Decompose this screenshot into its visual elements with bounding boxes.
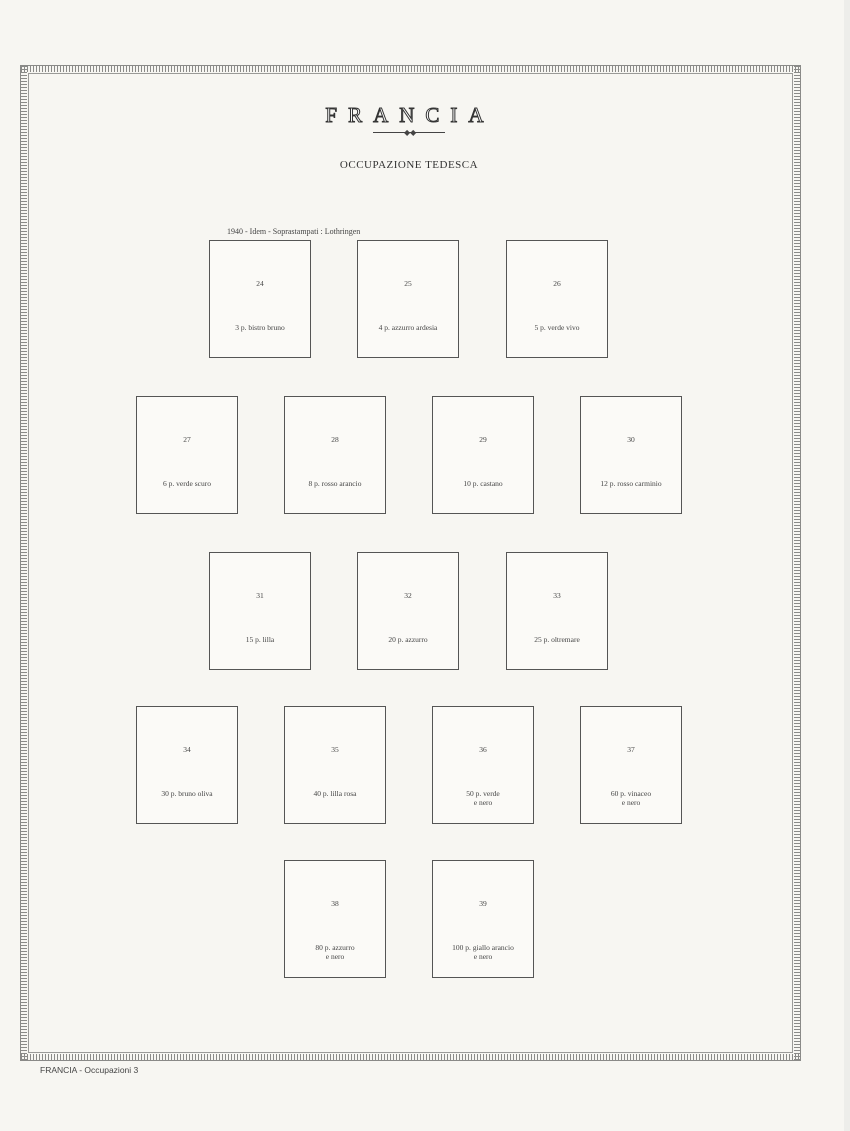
stamp-number: 35 [331, 745, 339, 754]
stamp-number: 32 [404, 591, 412, 600]
set-heading: 1940 - Idem - Soprastampati : Lothringen [227, 227, 361, 236]
stamp-slot [580, 396, 682, 514]
stamp-slot [136, 396, 238, 514]
border-hatch-bottom [21, 1054, 800, 1060]
stamp-slot [209, 552, 311, 670]
stamp-number: 33 [553, 591, 561, 600]
stamp-number: 39 [479, 899, 487, 908]
stamp-number: 37 [627, 745, 635, 754]
border-hatch-right [794, 66, 800, 1060]
ornament-diamond-icon: ◆◆ [404, 128, 417, 137]
stamp-description: 5 p. verde vivo [534, 323, 580, 332]
page-title: FRANCIA [325, 103, 495, 127]
stamp-description: 12 p. rosso carminio [600, 479, 662, 488]
stamp-slot [357, 552, 459, 670]
stamp-description: 8 p. rosso arancio [308, 479, 362, 488]
stamp-description: 25 p. oltremare [534, 635, 580, 644]
stamp-slot [580, 706, 682, 824]
stamp-description: 80 p. azzurro e nero [315, 943, 355, 961]
stamp-description: 30 p. bruno oliva [161, 789, 213, 798]
stamp-slot [357, 240, 459, 358]
stamp-slot [432, 396, 534, 514]
stamp-description: 20 p. azzurro [388, 635, 428, 644]
stamp-description: 15 p. lilla [245, 635, 275, 644]
stamp-slot [506, 552, 608, 670]
stamp-description: 10 p. castano [463, 479, 503, 488]
border-hatch-top [21, 66, 800, 72]
stamp-number: 28 [331, 435, 339, 444]
stamp-slot [136, 706, 238, 824]
stamp-slot [284, 396, 386, 514]
title-ornament [373, 129, 445, 137]
stamp-description: 4 p. azzurro ardesia [378, 323, 438, 332]
border-hatch-left [21, 66, 27, 1060]
stamp-number: 26 [553, 279, 561, 288]
stamp-number: 38 [331, 899, 339, 908]
stamp-description: 50 p. verde e nero [466, 789, 500, 807]
stamp-slot [432, 706, 534, 824]
stamp-number: 27 [183, 435, 191, 444]
stamp-slot [284, 860, 386, 978]
stamp-slot [432, 860, 534, 978]
page-footer: FRANCIA - Occupazioni 3 [40, 1065, 139, 1075]
stamp-description: 100 p. giallo arancio e nero [452, 943, 514, 961]
stamp-description: 60 p. vinaceo e nero [610, 789, 652, 807]
stamp-number: 25 [404, 279, 412, 288]
page-edge [844, 0, 850, 1131]
stamp-number: 31 [256, 591, 264, 600]
stamp-number: 24 [256, 279, 264, 288]
stamp-number: 30 [627, 435, 635, 444]
stamp-number: 36 [479, 745, 487, 754]
stamp-number: 34 [183, 745, 191, 754]
stamp-description: 6 p. verde scuro [163, 479, 211, 488]
stamp-slot [506, 240, 608, 358]
stamp-description: 3 p. bistro bruno [235, 323, 285, 332]
stamp-description: 40 p. lilla rosa [313, 789, 357, 798]
stamp-number: 29 [479, 435, 487, 444]
stamp-slot [209, 240, 311, 358]
stamp-slot [284, 706, 386, 824]
page-subtitle: OCCUPAZIONE TEDESCA [339, 159, 479, 171]
